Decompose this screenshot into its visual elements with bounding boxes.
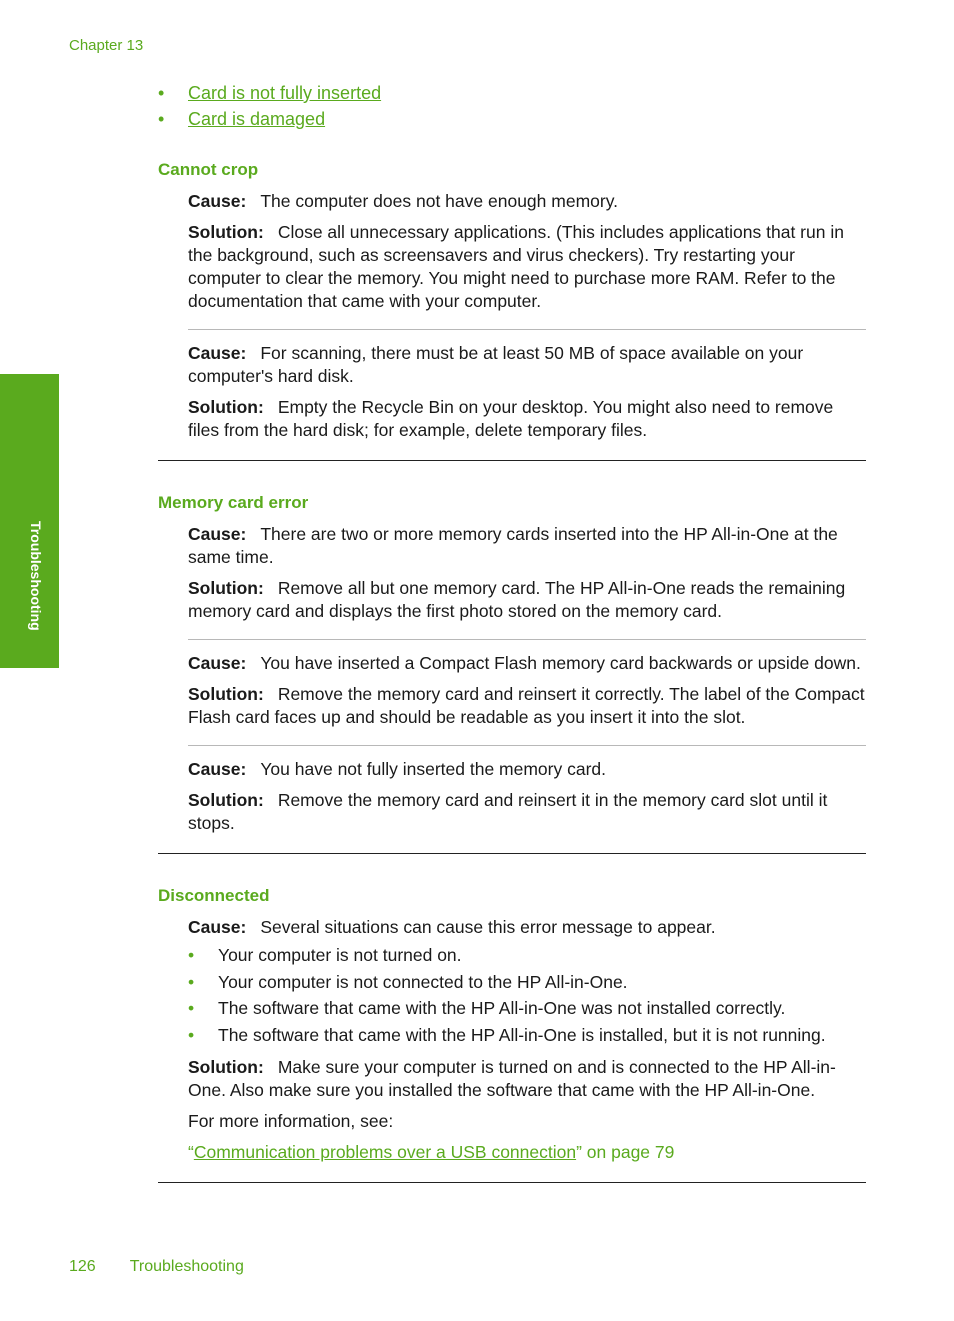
solution-paragraph: [188, 683, 866, 729]
cause-label: Cause:: [188, 759, 247, 779]
open-quote: “: [188, 1142, 194, 1162]
page-number: 126: [69, 1258, 96, 1275]
list-item: • Your computer is not turned on.: [188, 942, 866, 969]
page-reference: ” on page 79: [576, 1142, 675, 1162]
solution-text: Remove the memory card and reinsert it in the memory card slot until it stops.: [188, 790, 828, 833]
page-content: [158, 80, 866, 1183]
cause-solution-block: [188, 190, 866, 313]
section-title-disconnected: Disconnected: [158, 886, 270, 905]
divider: [188, 639, 866, 640]
cross-reference: [188, 1141, 866, 1164]
cause-label: Cause:: [188, 524, 247, 544]
solution-text: Make sure your computer is turned on and is connected to the HP All-in-One. Also make sure you installed the software that came with the HP All-in-One.: [188, 1057, 836, 1100]
footer-section: Troubleshooting: [129, 1258, 244, 1275]
card-damaged-link[interactable]: Card is damaged: [188, 109, 326, 129]
cause-paragraph: [188, 190, 866, 213]
list-item: • Your computer is not connected to the HP All-in-One.: [188, 969, 866, 996]
list-item: [158, 80, 866, 106]
section-title-memory-card-error: Memory card error: [158, 493, 309, 512]
solution-label: Solution:: [188, 684, 264, 704]
cause-text: There are two or more memory cards inserted into the HP All-in-One at the same time.: [188, 524, 838, 567]
cause-solution-block: [188, 652, 866, 729]
solution-label: Solution:: [188, 1057, 264, 1077]
solution-label: Solution:: [188, 790, 264, 810]
cause-text: You have inserted a Compact Flash memory card backwards or upside down.: [260, 653, 861, 673]
divider: [188, 329, 866, 330]
side-tab-label: Troubleshooting: [28, 521, 44, 631]
situation-list: [188, 942, 866, 1048]
cause-text: The computer does not have enough memory.: [260, 191, 619, 211]
usb-communication-problems-link[interactable]: Communication problems over a USB connection: [193, 1142, 577, 1162]
page-footer: [69, 1258, 244, 1276]
solution-paragraph: [188, 577, 866, 623]
cause-label: Cause:: [188, 343, 247, 363]
list-item: • The software that came with the HP All-in-One is installed, but it is not running.: [188, 1022, 866, 1049]
cause-solution-block: [188, 758, 866, 835]
more-info-text: For more information, see:: [188, 1111, 394, 1131]
solution-text: Empty the Recycle Bin on your desktop. You might also need to remove files from the hard disk; for example, delete temporary files.: [188, 397, 834, 440]
cause-solution-block: [188, 916, 866, 1164]
section-divider: [158, 853, 866, 854]
cause-label: Cause:: [188, 191, 247, 211]
section-divider: [158, 1182, 866, 1183]
solution-label: Solution:: [188, 578, 264, 598]
cause-paragraph: [188, 342, 866, 388]
solution-label: Solution:: [188, 222, 264, 242]
cause-paragraph: [188, 916, 866, 939]
card-not-fully-inserted-link[interactable]: Card is not fully inserted: [188, 83, 382, 103]
solution-paragraph: [188, 396, 866, 442]
cause-paragraph: [188, 523, 866, 569]
solution-text: Remove the memory card and reinsert it correctly. The label of the Compact Flash card faces up and should be readable as you insert it into the slot.: [188, 684, 865, 727]
section-divider: [158, 460, 866, 461]
cause-text: Several situations can cause this error message to appear.: [260, 917, 716, 937]
cause-text: You have not fully inserted the memory card.: [260, 759, 607, 779]
solution-paragraph: [188, 221, 866, 313]
section-title-cannot-crop: Cannot crop: [158, 160, 259, 179]
list-item: • The software that came with the HP All-in-One was not installed correctly.: [188, 995, 866, 1022]
cause-solution-block: [188, 523, 866, 623]
list-item: [158, 106, 866, 132]
related-links-list: [158, 80, 866, 132]
solution-text: Close all unnecessary applications. (This includes applications that run in the background, such as screensavers and virus checkers). Try restarting your computer to clear the memory. You might need to purchase more RAM. Refer to the documentation that came with your computer.: [188, 222, 844, 311]
solution-paragraph: [188, 789, 866, 835]
cause-paragraph: [188, 758, 866, 781]
cause-paragraph: [188, 652, 866, 675]
cause-solution-block: [188, 342, 866, 442]
cause-label: Cause:: [188, 653, 247, 673]
divider: [188, 745, 866, 746]
cause-label: Cause:: [188, 917, 247, 937]
chapter-header: Chapter 13: [69, 37, 144, 54]
solution-text: Remove all but one memory card. The HP All-in-One reads the remaining memory card and displays the first photo stored on the memory card.: [188, 578, 846, 621]
cause-text: For scanning, there must be at least 50 MB of space available on your computer's hard disk.: [188, 343, 804, 386]
solution-label: Solution:: [188, 397, 264, 417]
solution-paragraph: [188, 1056, 866, 1102]
